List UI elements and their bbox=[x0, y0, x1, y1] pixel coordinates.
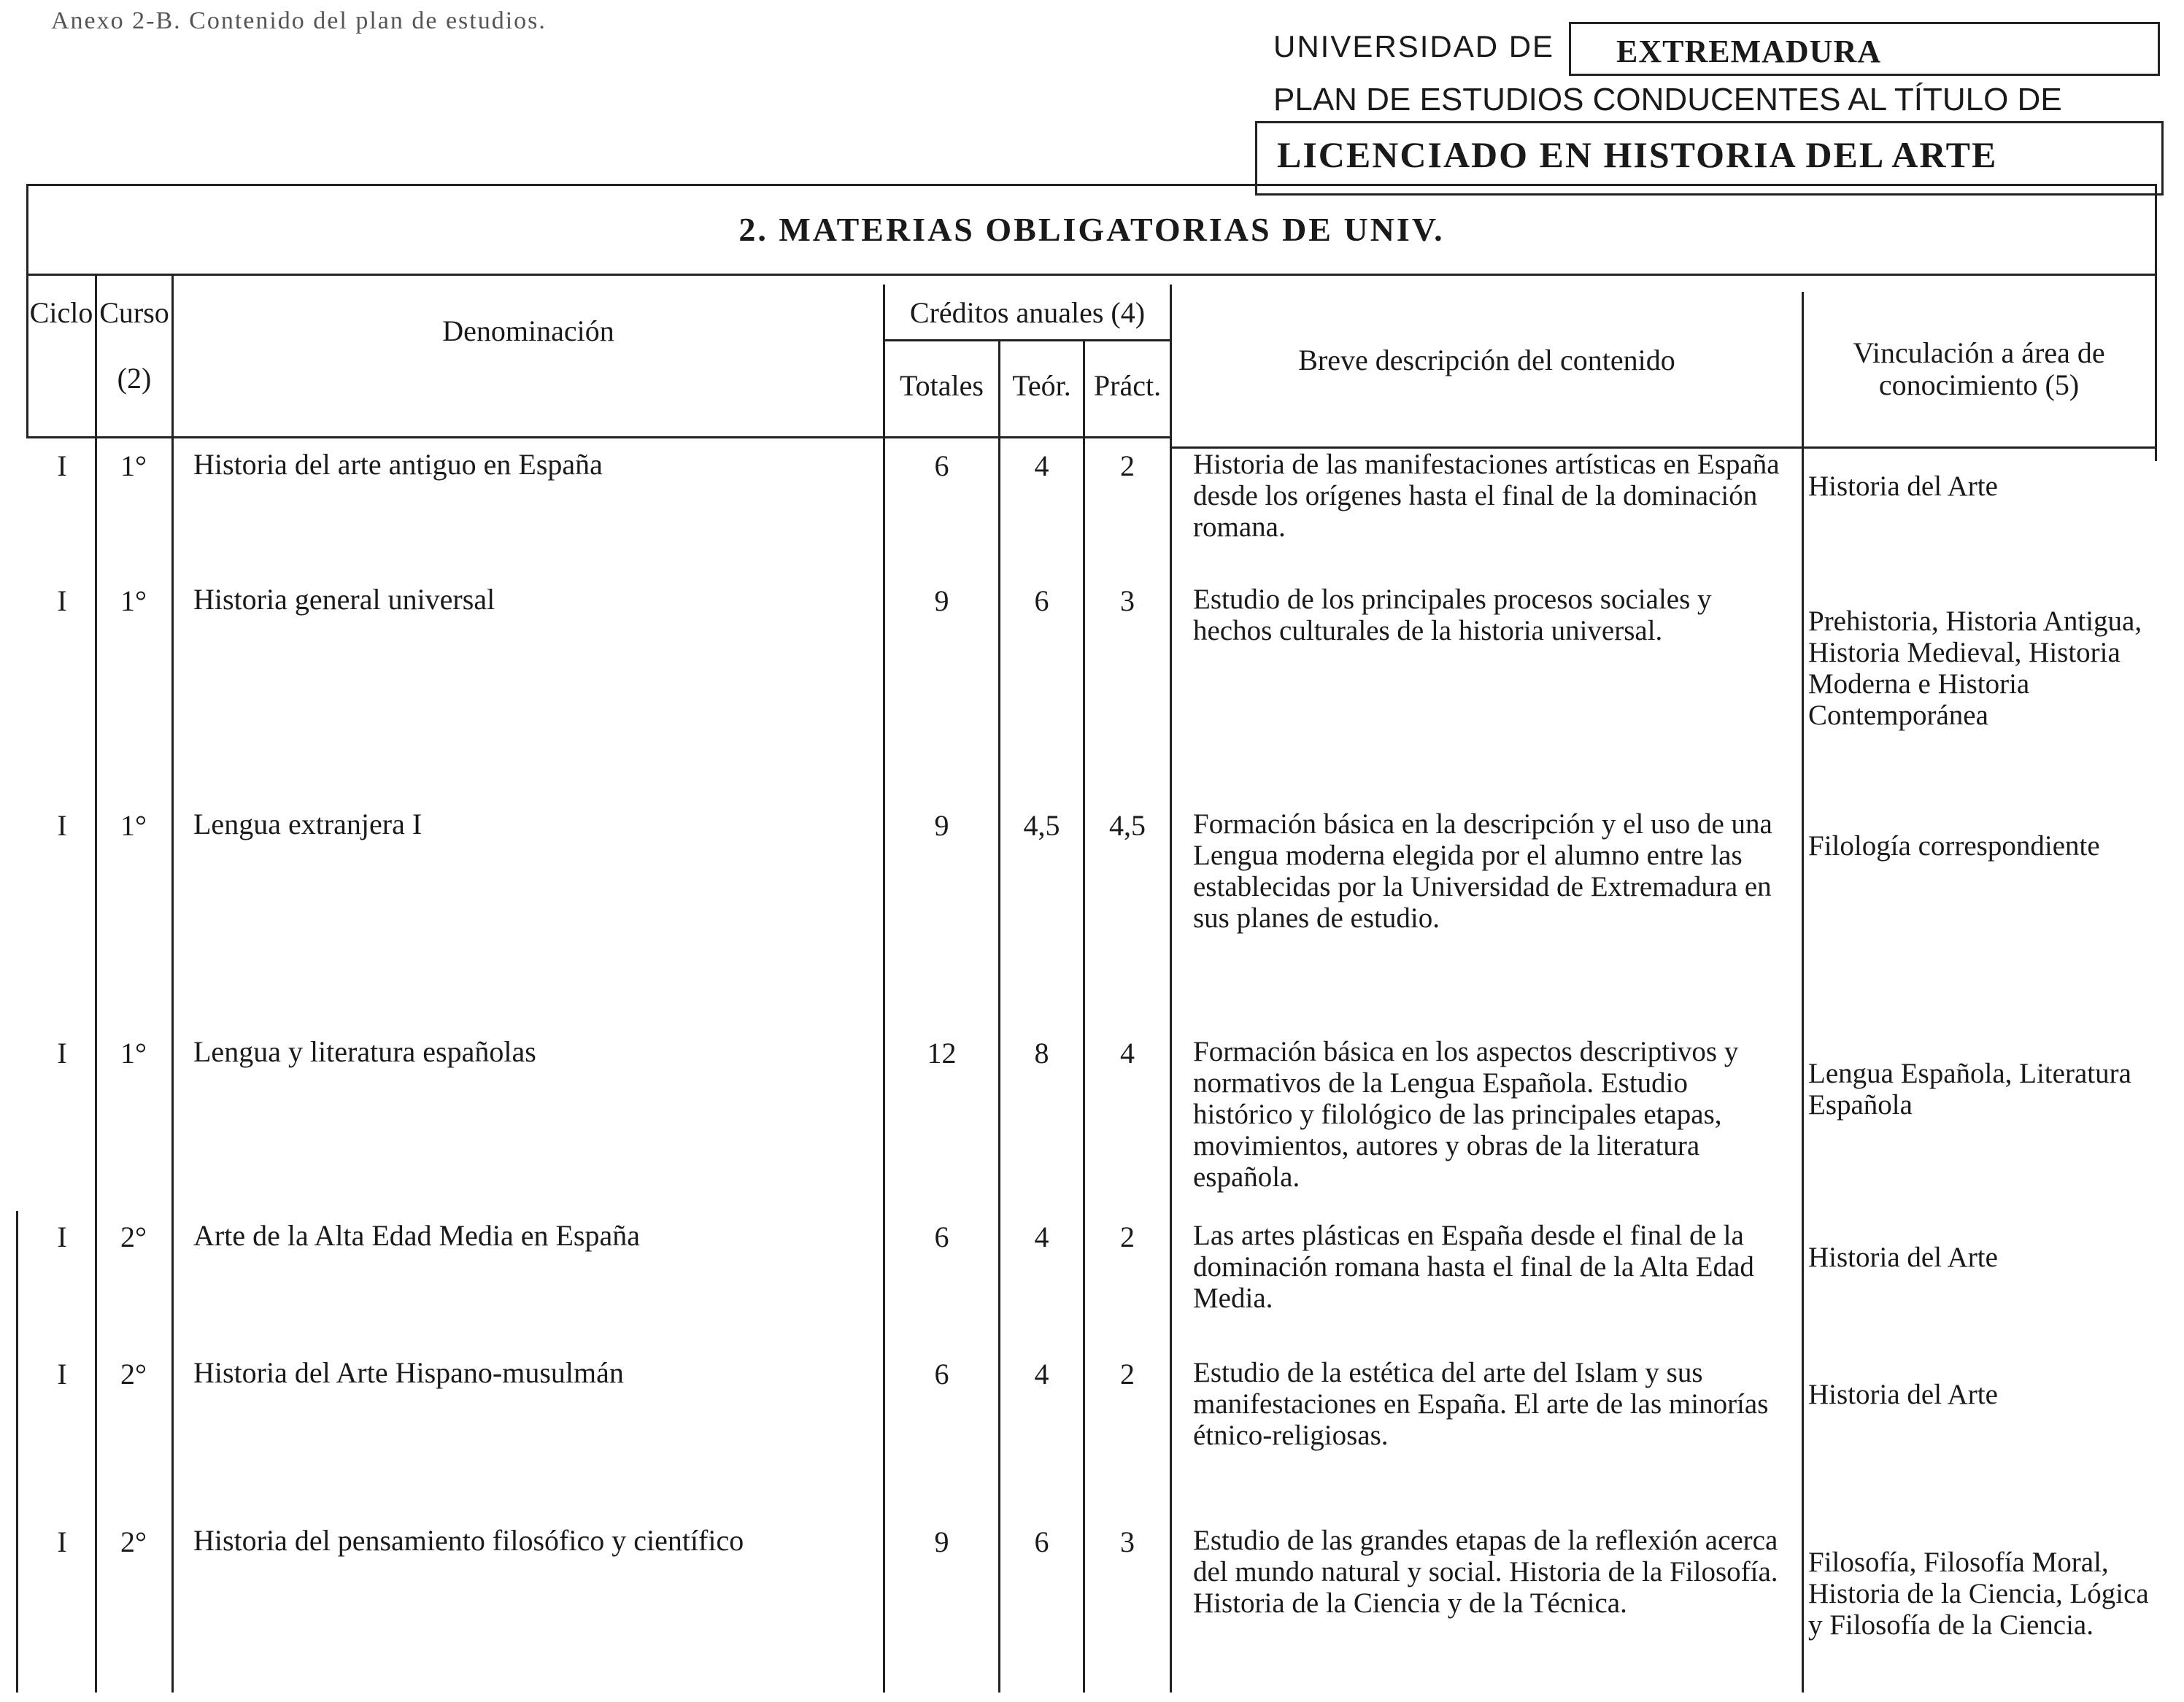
section-title: 2. MATERIAS OBLIGATORIAS DE UNIV. bbox=[738, 211, 1445, 248]
rows-left-border bbox=[16, 1211, 18, 1693]
cell-area: Historia del Arte bbox=[1808, 1379, 1998, 1410]
cell-pract: 4,5 bbox=[1109, 809, 1146, 842]
cell-denominacion: Historia del Arte Hispano-musulmán bbox=[193, 1356, 624, 1389]
credits-subheader-line bbox=[883, 339, 1172, 341]
col-header-ciclo: Ciclo bbox=[29, 296, 93, 329]
cell-denominacion: Arte de la Alta Edad Media en España bbox=[193, 1219, 640, 1252]
col-line-ciclo bbox=[95, 276, 97, 1693]
cell-teor: 6 bbox=[1034, 1525, 1049, 1558]
cell-denominacion: Lengua y literatura españolas bbox=[193, 1035, 536, 1068]
cell-teor: 4 bbox=[1034, 1221, 1049, 1253]
cell-area: Historia del Arte bbox=[1808, 1242, 1998, 1273]
col-line-curso bbox=[171, 276, 174, 1693]
cell-totales: 6 bbox=[934, 449, 949, 482]
cell-curso: 1° bbox=[120, 449, 147, 482]
cell-denominacion: Historia del pensamiento filosófico y científico bbox=[193, 1524, 744, 1557]
cell-curso: 2° bbox=[120, 1358, 147, 1390]
cell-pract: 4 bbox=[1120, 1037, 1135, 1069]
cell-curso: 1° bbox=[120, 584, 147, 617]
col-header-totales: Totales bbox=[900, 369, 984, 402]
cell-ciclo: I bbox=[57, 1037, 67, 1069]
cell-denominacion: Historia del arte antiguo en España bbox=[193, 448, 603, 481]
cell-descripcion: Historia de las manifestaciones artísticas en España desde los orígenes hasta el final de la dominación romana. bbox=[1193, 449, 1780, 543]
cell-area: Lengua Española, Literatura Española bbox=[1808, 1058, 2131, 1121]
cell-teor: 6 bbox=[1034, 584, 1049, 617]
cell-area: Historia del Arte bbox=[1808, 471, 1998, 502]
cell-teor: 4,5 bbox=[1023, 809, 1060, 842]
cell-descripcion: Las artes plásticas en España desde el final de la dominación romana hasta el final de la Alta Edad Media. bbox=[1193, 1220, 1754, 1314]
cell-totales: 6 bbox=[934, 1221, 949, 1253]
col-header-pract: Práct. bbox=[1093, 369, 1162, 402]
cell-teor: 4 bbox=[1034, 1358, 1049, 1390]
cell-descripcion: Estudio de las grandes etapas de la reflexión acerca del mundo natural y social. Historia de la Filosofía. Historia de la Ciencia y de la Técnica. bbox=[1193, 1525, 1778, 1619]
col-header-creditos: Créditos anuales (4) bbox=[909, 296, 1146, 329]
col-line-descripcion bbox=[1802, 292, 1804, 1693]
cell-pract: 2 bbox=[1120, 449, 1135, 482]
col-header-denominacion: Denominación bbox=[442, 314, 614, 347]
cell-pract: 2 bbox=[1120, 1221, 1135, 1253]
cell-totales: 12 bbox=[927, 1037, 957, 1069]
col-line-teor bbox=[1083, 339, 1085, 1693]
col-header-teor: Teór. bbox=[1012, 369, 1071, 402]
col-header-curso-note: (2) bbox=[117, 362, 152, 395]
cell-area: Filología correspondiente bbox=[1808, 830, 2100, 862]
cell-descripcion: Estudio de los principales procesos sociales y hechos culturales de la historia universal. bbox=[1193, 584, 1712, 646]
cell-totales: 9 bbox=[934, 1525, 949, 1558]
cell-totales: 9 bbox=[934, 584, 949, 617]
cell-denominacion: Historia general universal bbox=[193, 583, 495, 616]
cell-curso: 2° bbox=[120, 1221, 147, 1253]
university-label: UNIVERSIDAD DE bbox=[1273, 29, 1555, 63]
col-line-denominacion bbox=[883, 285, 885, 1693]
plan-label: PLAN DE ESTUDIOS CONDUCENTES AL TÍTULO DE bbox=[1273, 82, 2062, 117]
col-line-pract bbox=[1170, 285, 1172, 1693]
cell-ciclo: I bbox=[57, 1358, 67, 1390]
cell-curso: 2° bbox=[120, 1525, 147, 1558]
cell-ciclo: I bbox=[57, 1525, 67, 1558]
university-name: EXTREMADURA bbox=[1616, 34, 1881, 69]
cell-area: Prehistoria, Historia Antigua, Historia Medieval, Historia Moderna e Historia Contemporánea bbox=[1808, 606, 2142, 731]
cell-teor: 8 bbox=[1034, 1037, 1049, 1069]
cell-pract: 3 bbox=[1120, 584, 1135, 617]
cell-curso: 1° bbox=[120, 1037, 147, 1069]
col-header-curso: Curso bbox=[99, 296, 169, 329]
cell-curso: 1° bbox=[120, 809, 147, 842]
cell-descripcion: Formación básica en la descripción y el uso de una Lengua moderna elegida por el alumno entre las establecidas por la Universidad de Extremadura en sus planes de estudio. bbox=[1193, 808, 1772, 934]
cell-ciclo: I bbox=[57, 1221, 67, 1253]
col-line-totales bbox=[998, 339, 1000, 1693]
cell-ciclo: I bbox=[57, 584, 67, 617]
cell-ciclo: I bbox=[57, 449, 67, 482]
cell-totales: 6 bbox=[934, 1358, 949, 1390]
cell-descripcion: Estudio de la estética del arte del Islam y sus manifestaciones en España. El arte de las minorías étnico-religiosas. bbox=[1193, 1357, 1769, 1451]
cell-pract: 2 bbox=[1120, 1358, 1135, 1390]
cell-denominacion: Lengua extranjera I bbox=[193, 808, 422, 840]
cell-teor: 4 bbox=[1034, 449, 1049, 482]
cell-descripcion: Formación básica en los aspectos descriptivos y normativos de la Lengua Española. Estudio histórico y filológico de las principales etapas, movimientos, autores y obras de la literatura española. bbox=[1193, 1036, 1739, 1193]
cell-pract: 3 bbox=[1120, 1525, 1135, 1558]
annex-caption: Anexo 2-B. Contenido del plan de estudios. bbox=[51, 7, 547, 34]
cell-totales: 9 bbox=[934, 809, 949, 842]
cell-ciclo: I bbox=[57, 809, 67, 842]
col-header-descripcion: Breve descripción del contenido bbox=[1298, 344, 1675, 376]
cell-area: Filosofía, Filosofía Moral, Historia de la Ciencia, Lógica y Filosofía de la Ciencia. bbox=[1808, 1547, 2149, 1641]
degree-title: LICENCIADO EN HISTORIA DEL ARTE bbox=[1277, 134, 1998, 175]
col-header-vinculacion: Vinculación a área de conocimiento (5) bbox=[1853, 336, 2105, 401]
